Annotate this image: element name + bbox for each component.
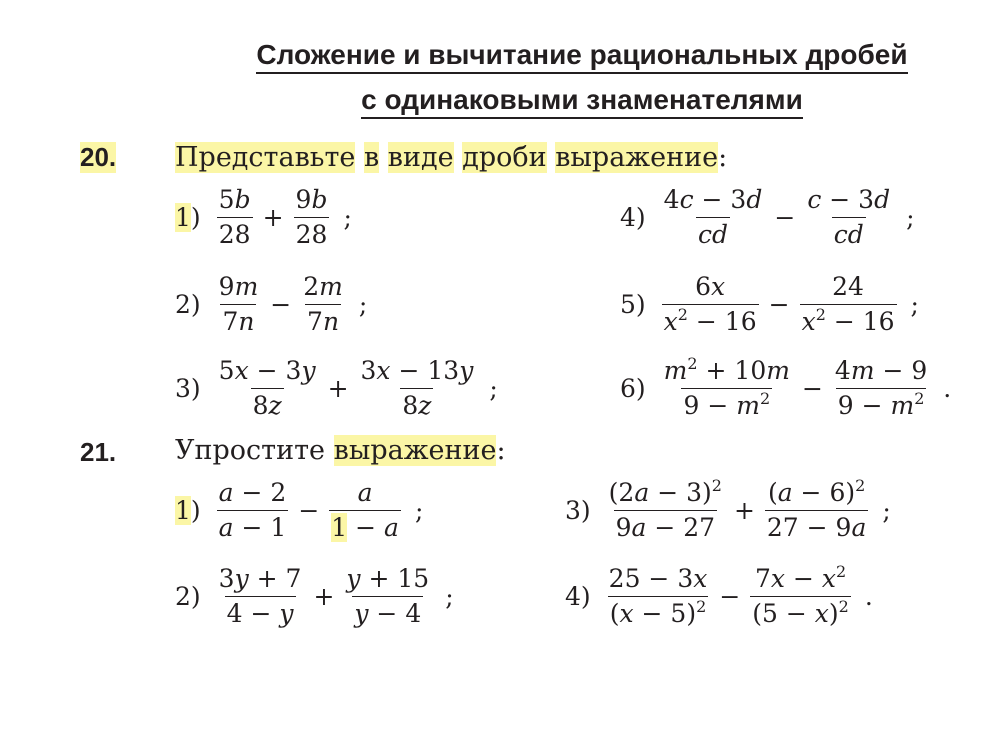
fraction: $\frac{4m - 9}{9 - m^2}$ [834,356,928,420]
fraction: $\frac{7x - x^2}{(5 - x)^2}$ [752,562,849,628]
item-label: 1) [175,203,201,232]
item-label: 1) [175,496,201,525]
task-word: в [364,142,380,173]
fraction: $\frac{c - 3d}{cd}$ [807,185,891,249]
fraction: $\frac{5x - 3y}{8z}$ [218,356,316,420]
exercise-20-item-1: 1) $\frac{5b}{28}$ + $\frac{9b}{28}$ ; [175,185,352,249]
fraction: $\frac{a}{1 - a}$ [331,478,399,542]
item-label: 3) [175,374,201,403]
exercise-20-item-5: 5) $\frac{6x}{x^2 - 16}$ − $\frac{24}{x^2 - 16}$ ; [620,272,919,336]
task-word: Представьте [175,142,356,173]
exercise-21-item-3: 3) $\frac{(2a - 3)^2}{9a - 27}$ + $\frac{(a - 6)^2}{27 - 9a}$ ; [565,476,891,542]
exercise-20-number: 20. [80,142,117,172]
title-line-2 [212,85,952,119]
task-colon: : [718,142,728,173]
item-label: 6) [620,374,646,403]
item-label: 3) [565,496,591,525]
task-colon: : [496,435,506,466]
task-word: виде [387,142,454,173]
task-word: Упростите [175,435,326,466]
item-label: 4) [620,203,646,232]
exercise-20-item-6: 6) $\frac{m^2 + 10m}{9 - m^2}$ − $\frac{4m - 9}{9 - m^2}$ . [620,354,952,420]
fraction: $\frac{6x}{x^2 - 16}$ [663,272,757,336]
fraction: $\frac{y + 15}{y - 4}$ [346,564,430,628]
fraction: $\frac{5b}{28}$ [218,185,251,249]
item-label: 5) [620,290,646,319]
fraction: $\frac{3y + 7}{4 - y}$ [218,564,302,628]
exercise-20-item-2: 2) $\frac{9m}{7n}$ − $\frac{2m}{7n}$ ; [175,272,368,336]
item-label: 2) [175,290,201,319]
exercise-21-number: 21. [80,437,117,467]
fraction: $\frac{9m}{7n}$ [218,272,259,336]
exercise-21-task [175,434,506,468]
exercise-21-item-2: 2) $\frac{3y + 7}{4 - y}$ + $\frac{y + 15}{y - 4}$ ; [175,564,454,628]
fraction: $\frac{25 - 3x}{(x - 5)^2}$ [608,564,708,628]
task-word: дроби [462,142,547,173]
fraction: $\frac{m^2 + 10m}{9 - m^2}$ [663,354,790,420]
exercise-20-item-3: 3) $\frac{5x - 3y}{8z}$ + $\frac{3x - 13y}{8z}$ ; [175,356,498,420]
task-word: выражение [333,435,497,466]
exercise-21-item-4: 4) $\frac{25 - 3x}{(x - 5)^2}$ − $\frac{7x - x^2}{(5 - x)^2}$ . [565,562,873,628]
fraction: $\frac{3x - 13y}{8z}$ [360,356,474,420]
fraction: $\frac{(a - 6)^2}{27 - 9a}$ [766,476,867,542]
fraction: $\frac{24}{x^2 - 16}$ [801,272,895,336]
title-text-1: Сложение и вычитание рациональных дробей [256,40,907,74]
fraction: $\frac{4c - 3d}{cd}$ [663,185,763,249]
fraction: $\frac{a - 2}{a - 1}$ [218,478,287,542]
task-word: выражение [555,142,719,173]
exercise-20-task [175,141,727,175]
title-line-1 [212,40,952,74]
item-label: 4) [565,582,591,611]
fraction: $\frac{9b}{28}$ [295,185,328,249]
fraction: $\frac{(2a - 3)^2}{9a - 27}$ [608,476,722,542]
title-text-2: с одинаковыми знаменателями [361,85,803,119]
fraction: $\frac{2m}{7n}$ [303,272,343,336]
exercise-21-item-1: 1) $\frac{a - 2}{a - 1}$ − $\frac{a}{1 - a}$ ; [175,478,424,542]
exercise-20-item-4: 4) $\frac{4c - 3d}{cd}$ − $\frac{c - 3d}{cd}$ ; [620,185,915,249]
item-label: 2) [175,582,201,611]
